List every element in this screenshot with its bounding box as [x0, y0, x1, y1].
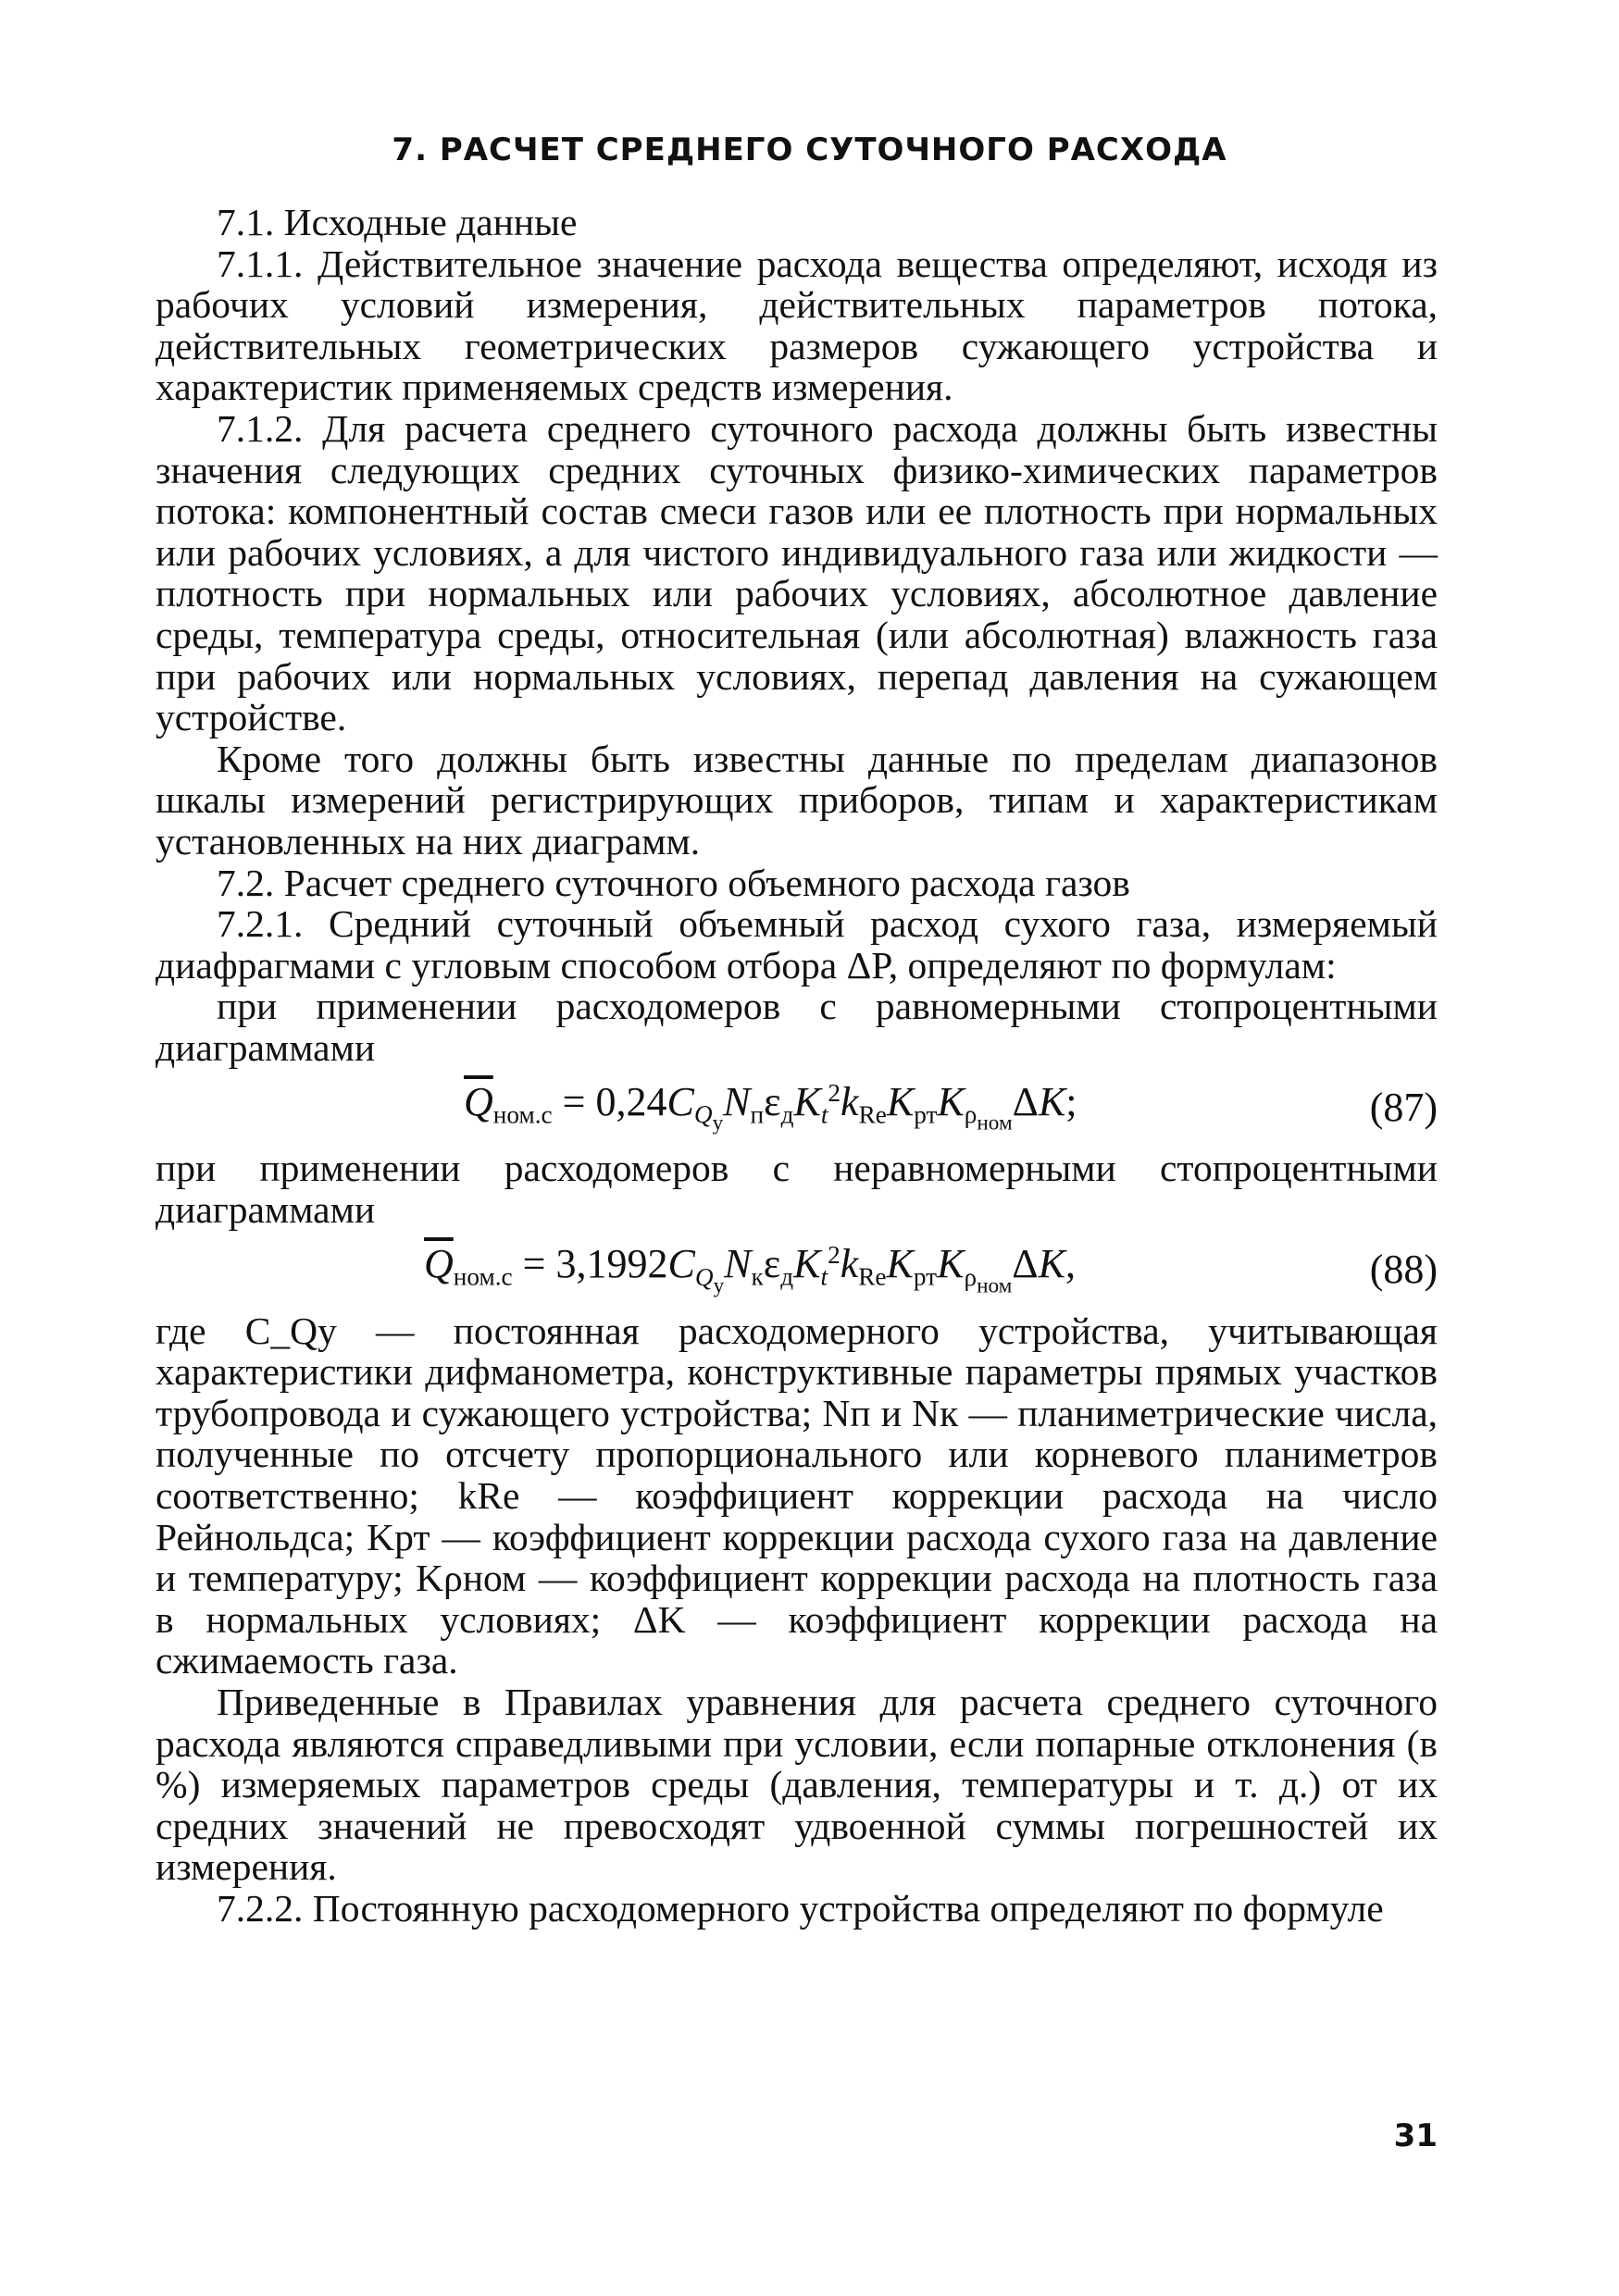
formula-expression: $\overline{Q}_{ном.с} = 3,1992C_{Q_у}N_к\varepsilon_дK_t^2k_{Re}K_{рт}K_{\rho_{ном}}\Delta K$, [424, 1240, 1076, 1297]
page-number: 31 [1393, 2117, 1438, 2154]
paragraph: 7.2.1. Средний суточный объемный расход сухого газа, измеряемый диафрагмами с угловым способом отбора ΔP, определяют по формулам: [156, 902, 1438, 987]
paragraph: при применении расходомеров с равномерными стопроцентными диаграммами [156, 985, 1438, 1069]
paragraph: 7.2.2. Постоянную расходомерного устройства определяют по формуле [217, 1886, 1384, 1930]
paragraph: при применении расходомеров с неравномерными стопроцентными диаграммами [156, 1147, 1438, 1232]
paragraph: Приведенные в Правилах уравнения для расчета среднего суточного расхода являются справедливыми при условии, если попарные отклонения (в %) измеряемых параметров среды (давления, температуры и т. д.) от их средних значений не превосходят удвоенной суммы погрешностей их измерения. [156, 1681, 1438, 1889]
paragraph: Кроме того должны быть известны данные по пределам диапазонов шкалы измерений регистрирующих приборов, типам и характеристикам установленных на них диаграмм. [156, 737, 1438, 863]
formula-expression: $\overline{Q}_{ном.с} = 0,24C_{Q_у}N_п\varepsilon_дK_t^2k_{Re}K_{рт}K_{\rho_{ном}}\Delta K$; [464, 1078, 1077, 1136]
section-heading: 7. РАСЧЕТ СРЕДНЕГО СУТОЧНОГО РАСХОДА [392, 131, 1227, 168]
paragraph: 7.2. Расчет среднего суточного объемного расхода газов [217, 861, 1130, 904]
formula-88 [156, 1231, 1438, 1310]
paragraph: 7.1. Исходные данные [217, 201, 578, 243]
body-text [156, 202, 1438, 1930]
formula-number: (87) [1369, 1085, 1438, 1131]
formula-number: (88) [1369, 1247, 1438, 1293]
paragraph: 7.1.1. Действительное значение расхода вещества определяют, исходя из рабочих условий измерения, действительных параметров потока, действительных геометрических размеров сужающего устройства и характеристик применяемых средств измерения. [156, 242, 1438, 409]
paragraph: где C_Qy — постоянная расходомерного устройства, учитывающая характеристики дифманометра, конструктивные параметры прямых участков трубопровода и сужающего устройства; Nп и Nк — планиметрические числа, полученные по отсчету пропорционального или корневого планиметров соответственно; kRe — коэффициент коррекции расхода на число Рейнольдса; Kрт — коэффициент коррекции расхода сухого газа на давление и температуру; Kρном — коэффициент коррекции расхода на плотность газа в нормальных условиях; ΔK — коэффициент коррекции расхода на сжимаемость газа. [156, 1309, 1438, 1682]
paragraph: 7.1.2. Для расчета среднего суточного расхода должны быть известны значения следующих средних суточных физико-химических параметров потока: компонентный состав смеси газов или ее плотность при нормальных или рабочих условиях, а для чистого индивидуального газа или жидкости — плотность при нормальных или рабочих условиях, абсолютное давление среды, температура среды, относительная (или абсолютная) влажность газа при рабочих или нормальных условиях, перепад давления на сужающем устройстве. [156, 406, 1438, 739]
formula-87 [156, 1068, 1438, 1148]
